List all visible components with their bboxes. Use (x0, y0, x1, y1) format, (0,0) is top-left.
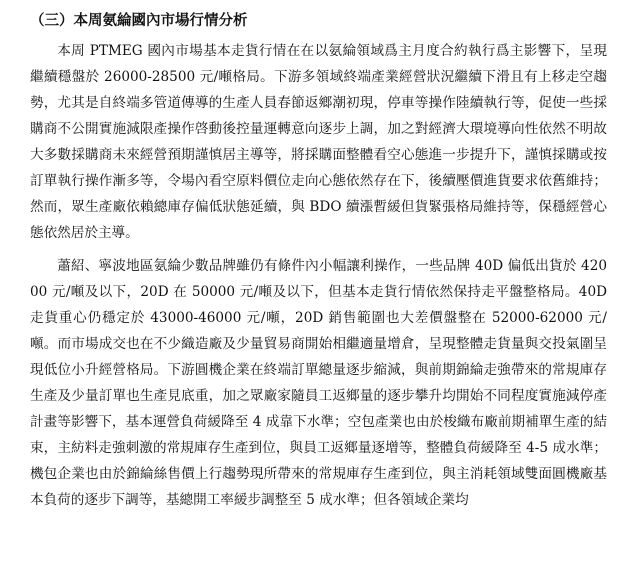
paragraph-ptmeg-market: 本周 PTMEG 國內市場基本走貨行情在在以氨綸領域爲主月度合約執行爲主影響下，呈現繼續穩盤於 26000-28500 元/噸格局。下游多領域終端產業經營狀況繼續下滑且有上移走空趨勢，尤其是自終端多管道傳導的生產人員春節返鄉潮初現，停車等操作陸續執行等，促使一些採購商不公開實施減限產操作啓動後控量運轉意向逐步上調，加之對經濟大環境導向性依然不明故大多數採購商未來經營預期謹慎居主導等，將採購面整體看空心態進一步提升下，謹慎採購或按訂單執行操作漸多等，令場內看空原料價位走向心態依然存在下，後續壓價進貨要求依舊維持；然而，眾生產廠依賴總庫存偏低狀態延續，與 BDO 續漲暫緩但貨緊張格局維持等，保穩經營心態依然居於主導。 (30, 43, 607, 241)
paragraph-spandex-market: 蕭紹、寧波地區氨綸少數品牌雖仍有條件內小幅讓利操作，一些品牌 40D 偏低出貨於 42000 元/噸及以下，20D 在 50000 元/噸及以下，但基本走貨行情依然保持走平盤整格局。40D 走貨重心仍穩定於 43000-46000 元/噸，20D 銷售範圍也大差價盤整在 52000-62000 元/噸。而市場成交也在不少織造廠及少量貿易商開始相繼適量增倉，呈現整體走貨量與交投氣圍呈現低位小升經營格局。下游圓機企業在終端訂單總量逐步縮減，與前期錦綸走強帶來的常規庫存生產及少量訂單也生產見底重，加之眾廠家隨員工返鄉量的逐步攀升均開始不同程度實施減停產計畫等影響下，基本運營負荷緩降至 4 成靠下水準；空包產業也由於梭織布廠前期補單生產的結束，主紡料走強刺激的常規庫存生產到位，與員工返鄉量逐增等，整體負荷緩降至 4-5 成水準；機包企業也由於錦綸絲售價上行趨勢現所帶來的常規庫存生產到位，與主消耗領域雙面圓機廠基本負荷的逐步下調等，基總開工率緩步調整至 5 成水準；但各領域企業均 (30, 258, 607, 508)
section-heading: （三）本周氨綸國內市場行情分析 (30, 13, 248, 29)
